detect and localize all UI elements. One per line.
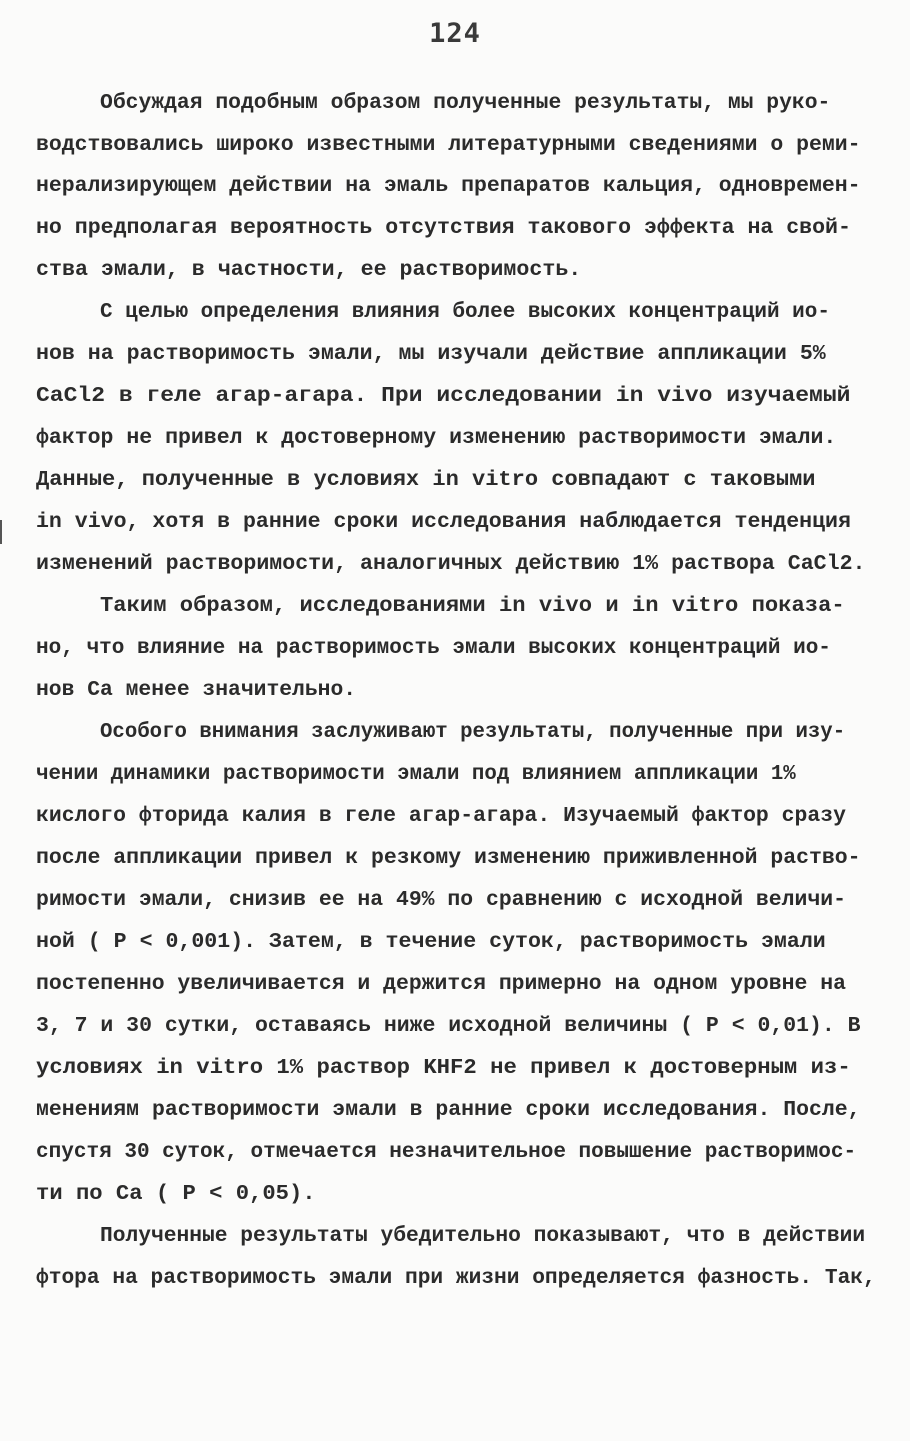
text-line: чении динамики растворимости эмали под влиянием аппликации 1% [36,763,796,786]
text-line: С целью определения влияния более высоких концентраций ио- [100,301,830,324]
text-line: римости эмали, снизив ее на 49% по сравнению с исходной величи- [36,889,846,912]
text-line: фтора на растворимость эмали при жизни определяется фазность. Так, [36,1267,876,1290]
text-line: in vivo, хотя в ранние сроки исследования наблюдается тенденция [36,511,851,534]
text-line: ной ( P < 0,001). Затем, в течение суток, растворимость эмали [36,931,826,954]
text-line: спустя 30 суток, отмечается незначительное повышение растворимос- [36,1141,857,1164]
text-line: CaCl2 в геле агар-агара. При исследовании in vivo изучаемый [36,385,851,408]
text-line: ти по Ca ( P < 0,05). [36,1183,316,1206]
page-number: 124 [429,18,481,49]
text-line: кислого фторида калия в геле агар-агара. Изучаемый фактор сразу [36,805,846,828]
text-line: Таким образом, исследованиями in vivo и in vitro показа- [100,595,845,618]
text-line: 3, 7 и 30 сутки, оставаясь ниже исходной величины ( P < 0,01). В [36,1015,861,1038]
text-line: нов на растворимость эмали, мы изучали действие аппликации 5% [36,343,826,366]
text-line: но предполагая вероятность отсутствия такового эффекта на свой- [36,217,851,240]
text-line: Особого внимания заслуживают результаты, полученные при изу- [100,721,846,744]
text-line: но, что влияние на растворимость эмали высоких концентраций ио- [36,637,831,660]
text-line: нов Ca менее значительно. [36,679,357,702]
text-line: Обсуждая подобным образом полученные результаты, мы руко- [100,92,831,115]
margin-mark [0,520,2,544]
text-line: менениям растворимости эмали в ранние сроки исследования. После, [36,1099,861,1122]
text-line: фактор не привел к достоверному изменению растворимости эмали. [36,427,837,450]
text-line: Полученные результаты убедительно показывают, что в действии [100,1225,866,1248]
text-line: Данные, полученные в условиях in vitro совпадают с таковыми [36,469,816,492]
text-line: изменений растворимости, аналогичных действию 1% раствора CaCl2. [36,553,866,576]
text-line: постепенно увеличивается и держится примерно на одном уровне на [36,973,846,996]
text-line: водствовались широко известными литературными сведениями о реми- [36,134,861,157]
text-line: после аппликации привел к резкому изменению приживленной раство- [36,847,861,870]
text-line: ства эмали, в частности, ее растворимость. [36,259,582,282]
text-line: нерализирующем действии на эмаль препаратов кальция, одновремен- [36,175,861,198]
text-line: условиях in vitro 1% раствор KHF2 не привел к достоверным из- [36,1057,851,1080]
